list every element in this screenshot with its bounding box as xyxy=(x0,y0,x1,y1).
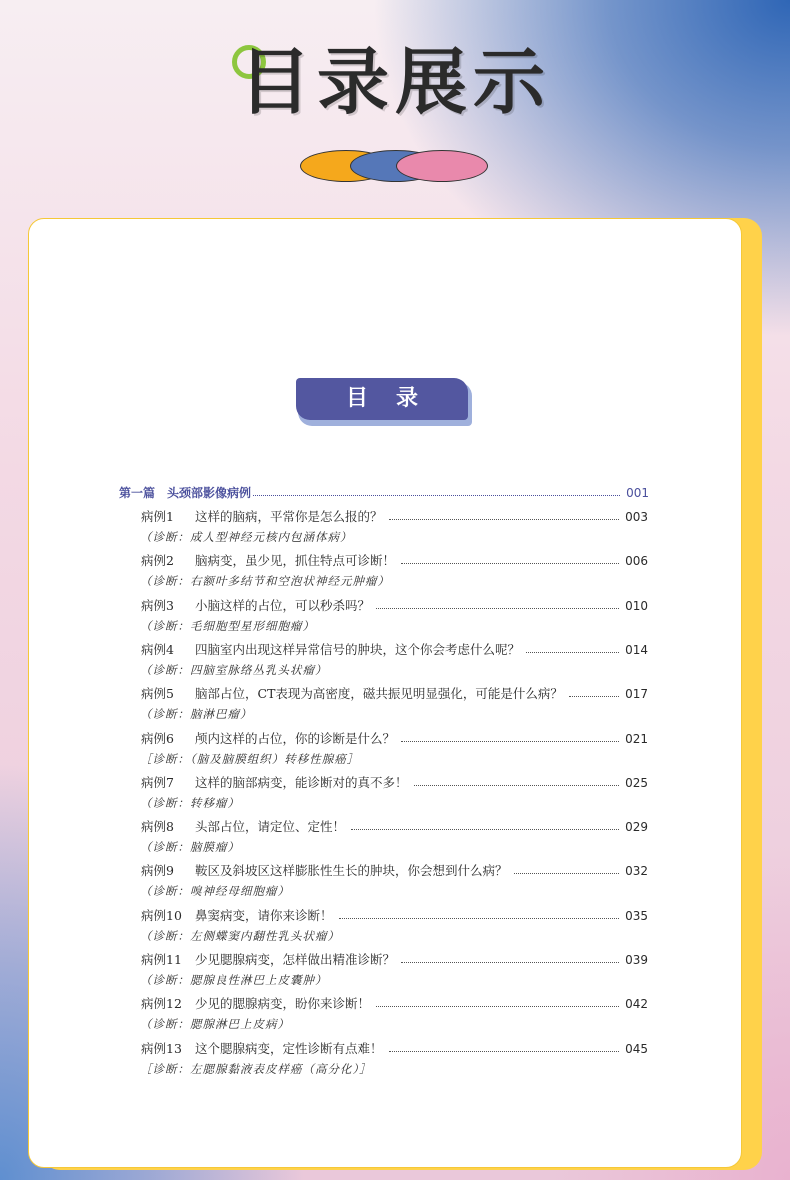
dot-leader xyxy=(253,495,620,496)
case-title: 颅内这样的占位，你的诊断是什么？ xyxy=(195,731,396,746)
diagnosis-note: ［诊断：（脑及脑膜组织）转移性腺癌］ xyxy=(140,752,360,766)
toc-entry[interactable] xyxy=(141,729,648,747)
toc-entry[interactable] xyxy=(141,950,648,968)
diagnosis-note: （诊断：转移瘤） xyxy=(140,796,240,810)
case-title: 鼻窦病变，请你来诊断！ xyxy=(195,908,333,923)
case-number: 病例1 xyxy=(141,509,174,524)
toc-entry[interactable] xyxy=(141,1039,648,1057)
case-title: 少见的腮腺病变，盼你来诊断！ xyxy=(195,996,371,1011)
case-number: 病例9 xyxy=(141,863,174,878)
dot-leader xyxy=(401,563,619,564)
dot-leader xyxy=(569,696,619,697)
page-number: 035 xyxy=(625,909,648,923)
diagnosis-note: （诊断：腮腺淋巴上皮病） xyxy=(140,1017,290,1031)
page-number: 014 xyxy=(625,643,648,657)
diagnosis-note: （诊断：腮腺良性淋巴上皮囊肿） xyxy=(140,973,328,987)
dot-leader xyxy=(526,652,619,653)
page-title: 目录展示 xyxy=(238,40,551,124)
toc-entry[interactable] xyxy=(141,994,648,1012)
case-number: 病例6 xyxy=(141,731,174,746)
page-number: 042 xyxy=(625,997,648,1011)
dot-leader xyxy=(376,608,619,609)
case-number: 病例2 xyxy=(141,553,174,568)
case-number: 病例7 xyxy=(141,775,174,790)
case-title: 这样的脑部病变，能诊断对的真不多！ xyxy=(195,775,408,790)
case-number: 病例11 xyxy=(141,952,182,967)
toc-entry[interactable] xyxy=(141,861,648,879)
page-number: 006 xyxy=(625,554,648,568)
page-number: 045 xyxy=(625,1042,648,1056)
dot-leader xyxy=(351,829,619,830)
case-number: 病例5 xyxy=(141,686,174,701)
dot-leader xyxy=(401,962,619,963)
case-title: 鞍区及斜坡区这样膨胀性生长的肿块，你会想到什么病？ xyxy=(195,863,508,878)
dot-leader xyxy=(414,785,620,786)
diagnosis-note: （诊断：脑膜瘤） xyxy=(140,840,240,854)
case-number: 病例10 xyxy=(141,908,182,923)
dot-leader xyxy=(389,1051,620,1052)
dot-leader xyxy=(339,918,620,919)
case-title: 这样的脑病，平常你是怎么报的？ xyxy=(195,509,383,524)
toc-entry[interactable] xyxy=(141,551,648,569)
page-number: 032 xyxy=(625,864,648,878)
page-number: 039 xyxy=(625,953,648,967)
dot-leader xyxy=(401,741,619,742)
toc-entry[interactable] xyxy=(141,640,648,658)
dot-leader xyxy=(376,1006,619,1007)
toc-entry[interactable] xyxy=(141,596,648,614)
toc-entry[interactable] xyxy=(141,684,648,702)
dot-leader xyxy=(389,519,620,520)
part-page-number: 001 xyxy=(626,486,649,500)
page-number: 025 xyxy=(625,776,648,790)
part-entry[interactable] xyxy=(119,484,649,501)
diagnosis-note: （诊断：毛细胞型星形细胞瘤） xyxy=(140,619,315,633)
diagnosis-note: （诊断：成人型神经元核内包涵体病） xyxy=(140,530,353,544)
page-number: 017 xyxy=(625,687,648,701)
toc-heading: 目录 xyxy=(296,378,468,420)
dot-leader xyxy=(514,873,620,874)
case-title: 脑部占位，CT表现为高密度，磁共振见明显强化，可能是什么病？ xyxy=(195,686,563,701)
diagnosis-note: （诊断：右额叶多结节和空泡状神经元肿瘤） xyxy=(140,574,390,588)
toc-entry[interactable] xyxy=(141,817,648,835)
page-number: 010 xyxy=(625,599,648,613)
case-title: 这个腮腺病变，定性诊断有点难！ xyxy=(195,1041,383,1056)
part-label: 第一篇 头颈部影像病例 xyxy=(119,486,252,500)
case-title: 四脑室内出现这样异常信号的肿块，这个你会考虑什么呢？ xyxy=(195,642,521,657)
toc-entry[interactable] xyxy=(141,773,648,791)
case-title: 头部占位，请定位、定性！ xyxy=(195,819,346,834)
diagnosis-note: （诊断：左侧蝶窦内翻性乳头状瘤） xyxy=(140,929,340,943)
case-number: 病例13 xyxy=(141,1041,182,1056)
case-number: 病例8 xyxy=(141,819,174,834)
diagnosis-note: （诊断：四脑室脉络丛乳头状瘤） xyxy=(140,663,328,677)
diagnosis-note: ［诊断：左腮腺黏液表皮样癌（高分化）］ xyxy=(140,1062,372,1076)
case-title: 少见腮腺病变，怎样做出精准诊断？ xyxy=(195,952,396,967)
toc-entry[interactable] xyxy=(141,507,648,525)
case-number: 病例12 xyxy=(141,996,182,1011)
case-title: 脑病变，虽少见，抓住特点可诊断！ xyxy=(195,553,396,568)
diagnosis-note: （诊断：脑淋巴瘤） xyxy=(140,707,253,721)
case-number: 病例4 xyxy=(141,642,174,657)
toc-entry[interactable] xyxy=(141,906,648,924)
page-number: 029 xyxy=(625,820,648,834)
page-number: 003 xyxy=(625,510,648,524)
diagnosis-note: （诊断：嗅神经母细胞瘤） xyxy=(140,884,290,898)
case-number: 病例3 xyxy=(141,598,174,613)
case-title: 小脑这样的占位，可以秒杀吗？ xyxy=(195,598,371,613)
page-number: 021 xyxy=(625,732,648,746)
